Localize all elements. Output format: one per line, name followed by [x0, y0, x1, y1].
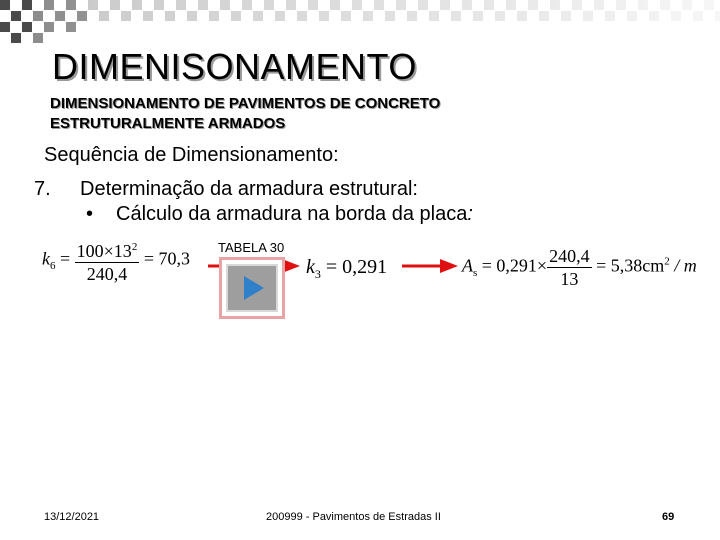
play-triangle-icon: [228, 266, 276, 310]
k6-denominator: 240,4: [86, 264, 128, 284]
k3-symbol: k: [306, 256, 315, 278]
as-prefix: = 0,291×: [481, 255, 548, 276]
as-result-exponent: 2: [664, 255, 670, 268]
k3-subscript: 3: [314, 267, 321, 281]
k6-equals: =: [60, 248, 71, 269]
subtitle-line-1: DIMENSIONAMENTO DE PAVIMENTOS DE CONCRETO: [50, 95, 441, 112]
k6-numerator: [75, 236, 140, 263]
checker-square: [11, 33, 21, 43]
checker-square: [11, 11, 21, 21]
k6-result: = 70,3: [143, 248, 190, 269]
slide-subtitle: [50, 94, 440, 134]
k6-numerator-text: 100×13: [76, 241, 132, 261]
footer-date: 13/12/2021: [44, 511, 100, 523]
footer-page-number: 69: [662, 511, 675, 523]
checker-square: [0, 22, 10, 32]
section-heading: Sequência de Dimensionamento:: [44, 144, 339, 166]
bullet-colon: :: [467, 203, 473, 225]
k6-fraction: [75, 236, 140, 285]
equation-k3: [306, 256, 387, 282]
arrow-right-icon: [402, 257, 458, 275]
as-fraction: [547, 245, 592, 290]
arrow-2-head: [440, 259, 458, 273]
k6-symbol: k: [42, 248, 50, 269]
play-button[interactable]: [219, 257, 285, 319]
subtitle-line-2: ESTRUTURALMENTE ARMADOS: [50, 115, 286, 132]
checker-square: [22, 22, 32, 32]
k6-numerator-exponent: 2: [131, 241, 138, 253]
checker-square: [22, 0, 32, 10]
as-denominator: 13: [560, 269, 579, 289]
play-button-face: [226, 264, 278, 312]
bullet-symbol: •: [86, 203, 94, 225]
as-symbol: A: [462, 255, 473, 276]
as-result-unit: / m: [669, 255, 697, 276]
header-checker-pattern: [0, 0, 720, 44]
step-text: Determinação da armadura estrutural:: [80, 178, 418, 200]
bullet-text: Cálculo da armadura na borda da placa: [116, 203, 468, 225]
as-numerator: 240,4: [549, 246, 590, 266]
table-reference-label: TABELA 30: [218, 240, 285, 255]
k3-value: = 0,291: [325, 256, 388, 278]
step-item: [34, 178, 418, 201]
footer-course: 200999 - Pavimentos de Estradas II: [266, 511, 441, 523]
equation-as: [462, 245, 697, 290]
bullet-item: [86, 203, 473, 226]
slide-title: DIMENISONAMENTO: [52, 46, 417, 87]
checker-square: [0, 0, 10, 10]
as-result: = 5,38cm: [596, 255, 665, 276]
as-subscript: s: [473, 267, 478, 280]
equation-k6: [42, 236, 190, 285]
step-number: 7.: [34, 178, 51, 200]
k6-subscript: 6: [50, 260, 56, 273]
